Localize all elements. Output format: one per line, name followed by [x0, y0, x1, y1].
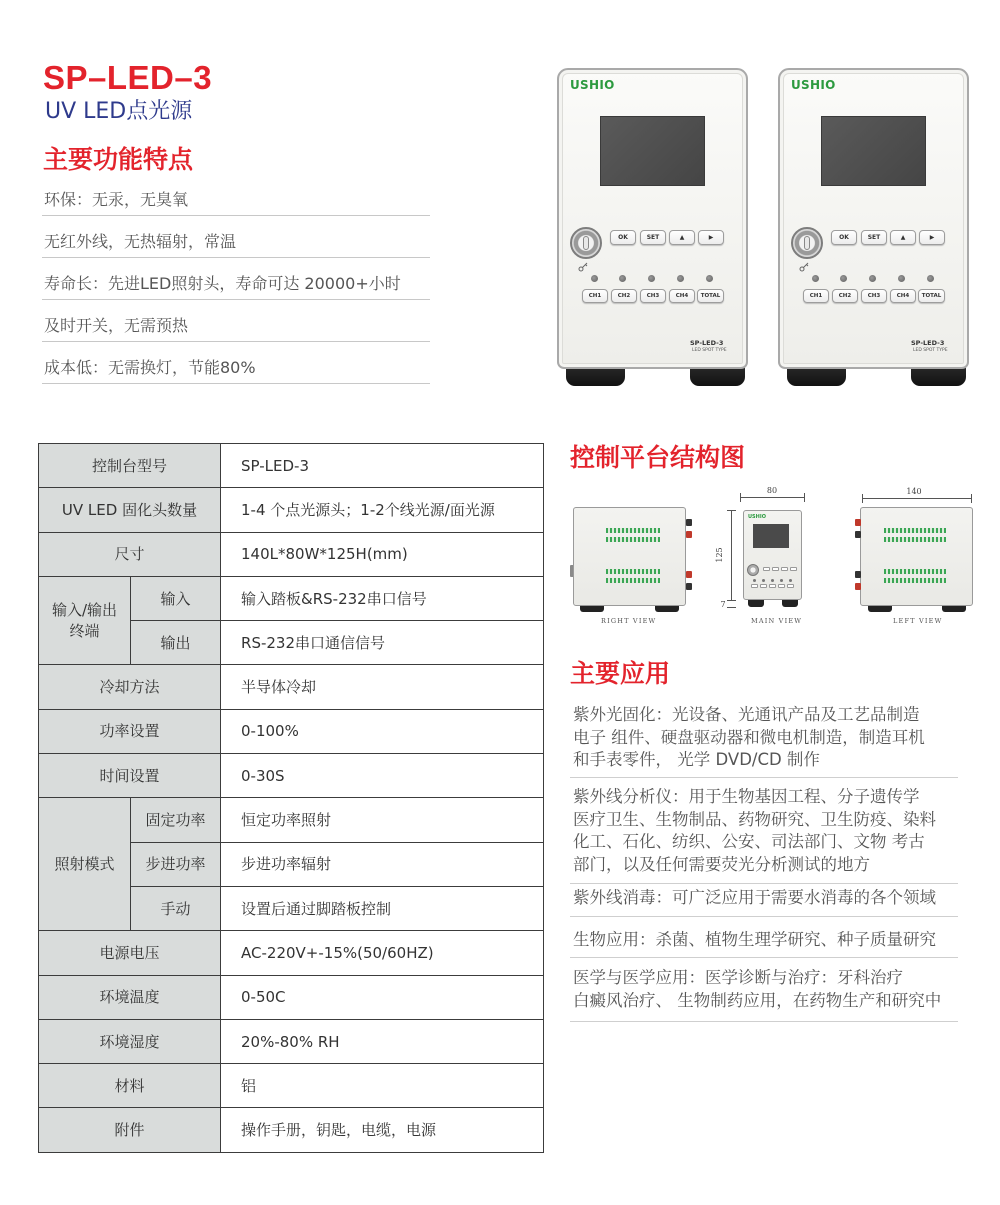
left-view-body — [860, 507, 973, 606]
channel-led — [706, 275, 713, 282]
spec-sub-label: 固定功率 — [131, 798, 221, 842]
spec-value: 1-4 个点光源头；1-2个线光源/面光源 — [221, 488, 544, 532]
device-foot — [580, 606, 604, 612]
vent-slots — [606, 578, 660, 583]
ch3-button: CH3 — [640, 289, 666, 303]
foot-dimension: 7 — [720, 600, 726, 609]
mini-button — [787, 584, 794, 588]
device-body — [778, 68, 969, 369]
key-slot — [583, 236, 589, 250]
dimension-tick — [727, 600, 736, 601]
key-switch — [570, 227, 602, 259]
table-row — [39, 1108, 544, 1152]
left-view-label: LEFT VIEW — [893, 617, 943, 625]
spec-label: 环境湿度 — [39, 1019, 221, 1063]
dimension-tick — [804, 493, 805, 502]
spec-value: 操作手册，钥匙，电缆，电源 — [221, 1108, 544, 1152]
height-dimension: 125 — [715, 547, 724, 563]
table-row — [39, 709, 544, 753]
mini-button — [790, 567, 797, 571]
ch1-button: CH1 — [582, 289, 608, 303]
channel-led — [677, 275, 684, 282]
spec-label: 功率设置 — [39, 709, 221, 753]
vent-slots — [884, 537, 946, 542]
spec-label: 时间设置 — [39, 754, 221, 798]
device-foot — [942, 606, 966, 612]
spec-value: 140L*80W*125H(mm) — [221, 532, 544, 576]
total-button: TOTAL — [697, 289, 724, 303]
application-line: 生物应用：杀菌、植物生理学研究、种子质量研究 — [573, 930, 936, 949]
lcd-screen — [600, 116, 705, 186]
width-dimension: 80 — [766, 486, 778, 495]
key-icon — [799, 262, 809, 272]
spec-table-container — [38, 443, 544, 1153]
channel-led — [869, 275, 876, 282]
spec-value: 半导体冷却 — [221, 665, 544, 709]
ch2-button: CH2 — [611, 289, 637, 303]
feature-item: 环保：无汞，无臭氧 — [42, 174, 430, 216]
key-icon — [578, 262, 588, 272]
application-item — [570, 929, 958, 958]
spec-sub-label: 步进功率 — [131, 842, 221, 886]
channel-led — [771, 579, 774, 582]
connector — [855, 583, 861, 590]
brand-logo: USHIO — [570, 78, 615, 92]
main-view-body — [743, 510, 802, 600]
spec-label: UV LED 固化头数量 — [39, 488, 221, 532]
dimension-line — [862, 498, 972, 499]
spec-value: SP-LED-3 — [221, 444, 544, 488]
right-view-body — [573, 507, 686, 606]
device-model-label: SP-LED-3 — [690, 339, 724, 347]
spec-sub-label: 手动 — [131, 886, 221, 930]
spec-value: AC-220V+-15%(50/60HZ) — [221, 931, 544, 975]
vent-slots — [606, 537, 660, 542]
spec-value: 输入踏板&RS-232串口信号 — [221, 576, 544, 620]
set-button: SET — [861, 230, 887, 245]
set-button: SET — [640, 230, 666, 245]
brand-logo: USHIO — [748, 514, 766, 520]
channel-led — [789, 579, 792, 582]
spec-label: 环境温度 — [39, 975, 221, 1019]
application-line: 部门，以及任何需要荧光分析测试的地方 — [573, 854, 870, 874]
channel-led — [780, 579, 783, 582]
ok-button: OK — [831, 230, 857, 245]
channel-led — [619, 275, 626, 282]
key-slot — [804, 236, 810, 250]
ch4-button: CH4 — [890, 289, 916, 303]
ok-button: OK — [610, 230, 636, 245]
dimension-tick — [740, 493, 741, 502]
dimension-line — [731, 510, 732, 600]
feature-list — [42, 174, 430, 384]
length-dimension: 140 — [906, 487, 922, 496]
key-switch — [791, 227, 823, 259]
controller-unit-image — [557, 68, 749, 386]
device-model-label: SP-LED-3 — [911, 339, 945, 347]
product-model-title: SP–LED–3 — [43, 59, 213, 96]
up-arrow-icon: ▲ — [890, 230, 916, 245]
application-line: 紫外光固化：光设备、光通讯产品及工艺品制造 — [573, 705, 920, 724]
application-line: 紫外线消毒：可广泛应用于需要水消毒的各个领域 — [573, 888, 936, 907]
spec-table — [38, 443, 544, 1153]
spec-label: 尺寸 — [39, 532, 221, 576]
application-line: 白癜风治疗、 生物制药应用，在药物生产和研究中 — [573, 990, 942, 1010]
connector — [855, 531, 861, 538]
dimension-tick — [727, 510, 736, 511]
applications-heading: 主要应用 — [570, 659, 671, 688]
channel-led — [762, 579, 765, 582]
table-row — [39, 444, 544, 488]
dimension-tick — [862, 494, 863, 503]
channel-led — [591, 275, 598, 282]
table-row — [39, 1019, 544, 1063]
main-view-label: MAIN VIEW — [751, 617, 803, 625]
mini-button — [769, 584, 776, 588]
features-heading: 主要功能特点 — [43, 145, 194, 174]
channel-led — [753, 579, 756, 582]
table-row — [39, 488, 544, 532]
application-line: 化工、石化、纺织、公安、司法部门、文物 考古 — [573, 832, 925, 851]
channel-led — [812, 275, 819, 282]
channel-led — [840, 275, 847, 282]
vent-slots — [884, 578, 946, 583]
device-type-label: LED SPOT TYPE — [692, 348, 727, 353]
spec-value: 0-50C — [221, 975, 544, 1019]
channel-led — [648, 275, 655, 282]
dimension-line — [740, 497, 805, 498]
application-line: 医疗卫生、生物制品、药物研究、卫生防疫、染料 — [573, 809, 936, 829]
spec-label: 冷却方法 — [39, 665, 221, 709]
right-arrow-icon: ▶ — [919, 230, 945, 245]
application-line: 和手表零件， 光学 DVD/CD 制作 — [573, 750, 820, 769]
spec-group-label-line: 终端 — [69, 621, 100, 640]
ch4-button: CH4 — [669, 289, 695, 303]
spec-value: 铝 — [221, 1064, 544, 1108]
brand-logo: USHIO — [791, 78, 836, 92]
mini-button — [763, 567, 770, 571]
table-row — [39, 1064, 544, 1108]
connector — [855, 571, 861, 578]
mini-button — [751, 584, 758, 588]
application-line: 紫外线分析仪：用于生物基因工程、分子遗传学 — [573, 787, 920, 806]
connector — [686, 519, 692, 526]
connector — [686, 531, 692, 538]
application-item — [570, 967, 958, 1022]
spec-value: RS-232串口通信信号 — [221, 621, 544, 665]
connector — [855, 519, 861, 526]
lcd-screen — [753, 524, 789, 548]
table-row — [39, 665, 544, 709]
spec-value: 设置后通过脚踏板控制 — [221, 886, 544, 930]
feature-item: 及时开关，无需预热 — [42, 300, 430, 342]
device-body — [557, 68, 748, 369]
mini-button — [760, 584, 767, 588]
connector — [686, 571, 692, 578]
right-view-label: RIGHT VIEW — [601, 617, 657, 625]
spec-value: 0-30S — [221, 754, 544, 798]
application-line: 医学与医学应用：医学诊断与治疗：牙科治疗 — [573, 968, 903, 987]
product-subtitle: UV LED点光源 — [45, 99, 193, 124]
spec-group-label: 照射模式 — [39, 798, 131, 931]
device-type-label: LED SPOT TYPE — [913, 348, 948, 353]
up-arrow-icon: ▲ — [669, 230, 695, 245]
device-foot — [868, 606, 892, 612]
table-row — [39, 754, 544, 798]
dimension-tick — [971, 494, 972, 503]
device-foot — [748, 600, 764, 607]
lcd-screen — [821, 116, 926, 186]
application-item — [570, 704, 958, 778]
spec-sub-label: 输入 — [131, 576, 221, 620]
channel-led — [927, 275, 934, 282]
mini-button — [772, 567, 779, 571]
vent-slots — [884, 569, 946, 574]
table-row — [39, 532, 544, 576]
spec-group-label-line: 输入/输出 — [51, 600, 118, 619]
spec-value: 步进功率辐射 — [221, 842, 544, 886]
table-row — [39, 798, 544, 842]
vent-slots — [606, 569, 660, 574]
device-foot — [782, 600, 798, 607]
spec-label: 附件 — [39, 1108, 221, 1152]
mini-button — [778, 584, 785, 588]
application-item — [570, 887, 958, 917]
spec-value: 0-100% — [221, 709, 544, 753]
ch3-button: CH3 — [861, 289, 887, 303]
application-item — [570, 786, 958, 884]
spec-value: 20%-80% RH — [221, 1019, 544, 1063]
ch2-button: CH2 — [832, 289, 858, 303]
channel-led — [898, 275, 905, 282]
ch1-button: CH1 — [803, 289, 829, 303]
total-button: TOTAL — [918, 289, 945, 303]
key-switch — [747, 564, 759, 576]
vent-slots — [606, 528, 660, 533]
spec-label: 控制台型号 — [39, 444, 221, 488]
dimension-tick — [727, 607, 736, 608]
spec-group-label — [39, 576, 131, 665]
structure-heading: 控制平台结构图 — [570, 443, 746, 472]
controller-unit-image — [778, 68, 970, 386]
feature-item: 寿命长：先进LED照射头，寿命可达 20000+小时 — [42, 258, 430, 300]
feature-item: 成本低：无需换灯，节能80% — [42, 342, 430, 384]
spec-label: 材料 — [39, 1064, 221, 1108]
vent-slots — [884, 528, 946, 533]
spec-label: 电源电压 — [39, 931, 221, 975]
device-foot — [655, 606, 679, 612]
spec-sub-label: 输出 — [131, 621, 221, 665]
table-row — [39, 975, 544, 1019]
feature-item: 无红外线，无热辐射，常温 — [42, 216, 430, 258]
table-row — [39, 931, 544, 975]
spec-value: 恒定功率照射 — [221, 798, 544, 842]
connector — [686, 583, 692, 590]
table-row — [39, 576, 544, 620]
mini-button — [781, 567, 788, 571]
application-line: 电子 组件、硬盘驱动器和微电机制造，制造耳机 — [573, 727, 925, 747]
right-arrow-icon: ▶ — [698, 230, 724, 245]
